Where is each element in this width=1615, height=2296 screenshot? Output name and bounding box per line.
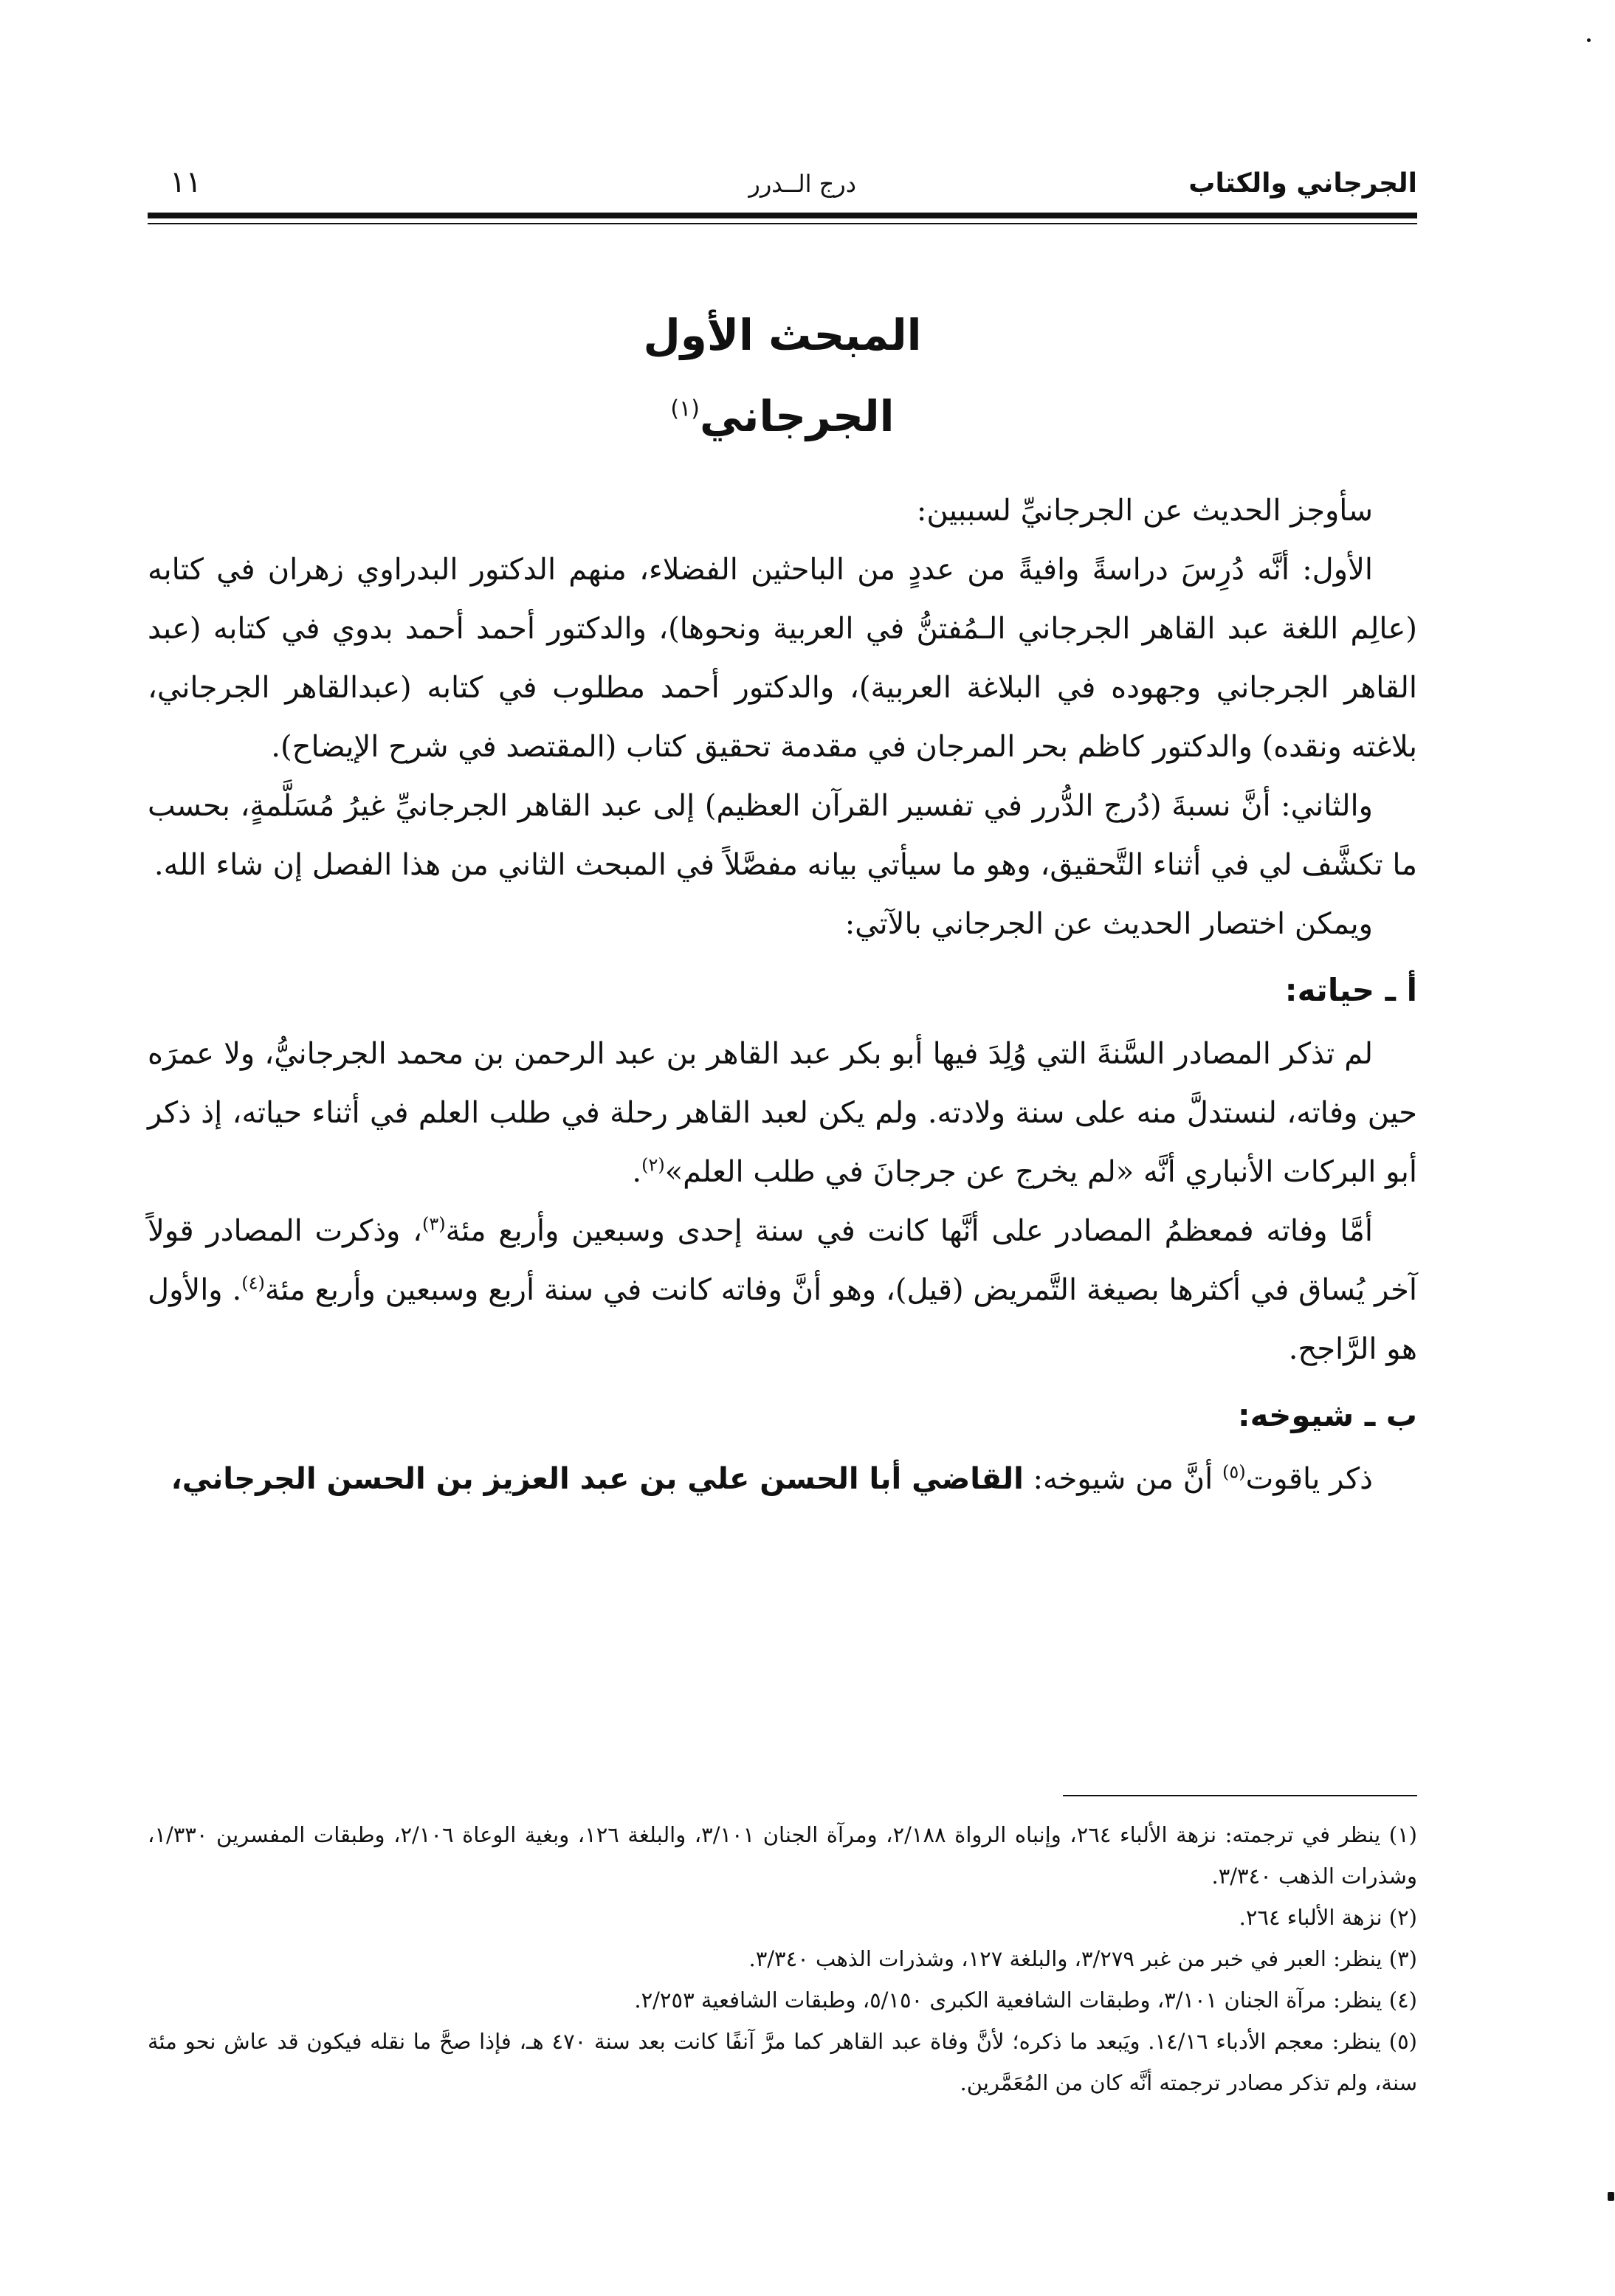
body-text [148, 481, 1417, 1509]
paragraph-text: ، وذكرت المصادر قولاً آخر يُساق في أكثرها بصيغة التَّمريض (قيل)، وهو أنَّ وفاته كانت في سنة أربع وسبعين وأربع مئة [148, 1214, 1417, 1307]
footnote-ref: (٥) [1222, 1461, 1246, 1483]
footnote-ref: (٢) [641, 1154, 665, 1176]
paragraph-text: . والأول هو الرَّاجح. [148, 1273, 1417, 1366]
footnote-ref: (٣) [422, 1213, 446, 1235]
teacher-name: القاضي أبا الحسن علي بن عبد العزيز بن الحسن الجرجاني، [171, 1462, 1024, 1496]
header-rule-thin [148, 223, 1417, 224]
book-title: درج الــدرر [748, 170, 856, 198]
paragraph: الأول: أنَّه دُرِسَ دراسةً وافيةً من عددٍ من الباحثين الفضلاء، منهم الدكتور البدراوي زهران في كتابه (عالِم اللغة عبد القاهر الجرجاني الـمُفتنُّ في العربية ونحوها)، والدكتور أحمد أحمد بدوي في كتابه (عبد القاهر الجرجاني وجهوده في البلاغة العربية)، والدكتور أحمد مطلوب في كتابه (عبدالقاهر الجرجاني، بلاغته ونقده) والدكتور كاظم بحر المرجان في مقدمة تحقيق كتاب (المقتصد في شرح الإيضاح). [148, 553, 1417, 764]
footnote-ref: (٤) [241, 1272, 265, 1294]
section-note-ref: (١) [670, 396, 700, 422]
footnote: (٤) ينظر: مرآة الجنان ٣/١٠١، وطبقات الشافعية الكبرى ٥/١٥٠، وطبقات الشافعية ٢/٢٥٣. [634, 1988, 1417, 2013]
paragraph [148, 1202, 1417, 1379]
footnote: (٢) نزهة الألباء ٢٦٤. [1239, 1905, 1417, 1930]
paragraph: ويمكن اختصار الحديث عن الجرجاني بالآتي: [844, 907, 1373, 941]
page-number: ١١ [170, 165, 202, 199]
paragraph-text: ذكر ياقوت [1245, 1462, 1373, 1496]
footnote: (٣) ينظر: العبر في خبر من غبر ٣/٢٧٩، والبلغة ١٢٧، وشذرات الذهب ٣/٣٤٠. [748, 1946, 1417, 1971]
footnote: (١) ينظر في ترجمته: نزهة الألباء ٢٦٤، وإنباه الرواة ٢/١٨٨، ومرآة الجنان ٣/١٠١، والبلغة ١٢٦، وبغية الوعاة ٢/١٠٦، وطبقات المفسرين ١/٣٣٠، وشذرات الذهب ٣/٣٤٠. [148, 1822, 1417, 1889]
running-header [148, 165, 1417, 210]
footnotes [148, 1814, 1417, 2103]
paragraph [148, 1024, 1417, 1202]
paragraph [148, 1449, 1417, 1509]
section-title [148, 391, 1417, 441]
footnote: (٥) ينظر: معجم الأدباء ١٤/١٦. ويَبعد ما ذكره؛ لأنَّ وفاة عبد القاهر كما مرَّ آنفًا كانت بعد سنة ٤٧٠ هـ، فإذا صحَّ ما نقله فيكون قد عاش نحو مئة سنة، ولم تذكر مصادر ترجمته أنَّه كان من المُعَمَّرين. [148, 2029, 1417, 2095]
section-title-text: الجرجاني [699, 391, 895, 441]
paragraph-text: أمَّا وفاته فمعظمُ المصادر على أنَّها كانت في سنة إحدى وسبعين وأربع مئة [445, 1214, 1374, 1248]
scan-speck [1608, 2192, 1614, 2201]
chapter-title: المبحث الأول [643, 310, 922, 360]
subheading-life: أ ـ حياته: [1284, 972, 1417, 1008]
paragraph-text: . [632, 1155, 642, 1189]
header-rule-thick [148, 213, 1417, 218]
footnote-separator [1063, 1795, 1417, 1796]
paragraph-text: أنَّ من شيوخه: [1023, 1462, 1222, 1496]
paragraph: سأوجز الحديث عن الجرجانيِّ لسببين: [916, 494, 1373, 528]
paragraph: والثاني: أنَّ نسبةَ (دُرج الدُّرر في تفسير القرآن العظيم) إلى عبد القاهر الجرجانيِّ غيرُ مُسَلَّمةٍ، بحسب ما تكشَّف لي في أثناء التَّحقيق، وهو ما سيأتي بيانه مفصَّلاً في المبحث الثاني من هذا الفصل إن شاء الله. [148, 789, 1417, 882]
running-title: الجرجاني والكتاب [1188, 168, 1417, 199]
subheading-teachers: ب ـ شيوخه: [1237, 1397, 1417, 1433]
scan-speck [1587, 38, 1591, 42]
paragraph-text: لم تذكر المصادر السَّنةَ التي وُلِدَ فيها أبو بكر عبد القاهر بن عبد الرحمن بن محمد الجرجانيُّ، ولا عمرَه حين وفاته، لنستدلَّ منه على سنة ولادته. ولم يكن لعبد القاهر رحلة في طلب العلم في أثناء حياته، إذ ذكر أبو البركات الأنباري أنَّه «لم يخرج عن جرجانَ في طلب العلم» [148, 1037, 1417, 1189]
